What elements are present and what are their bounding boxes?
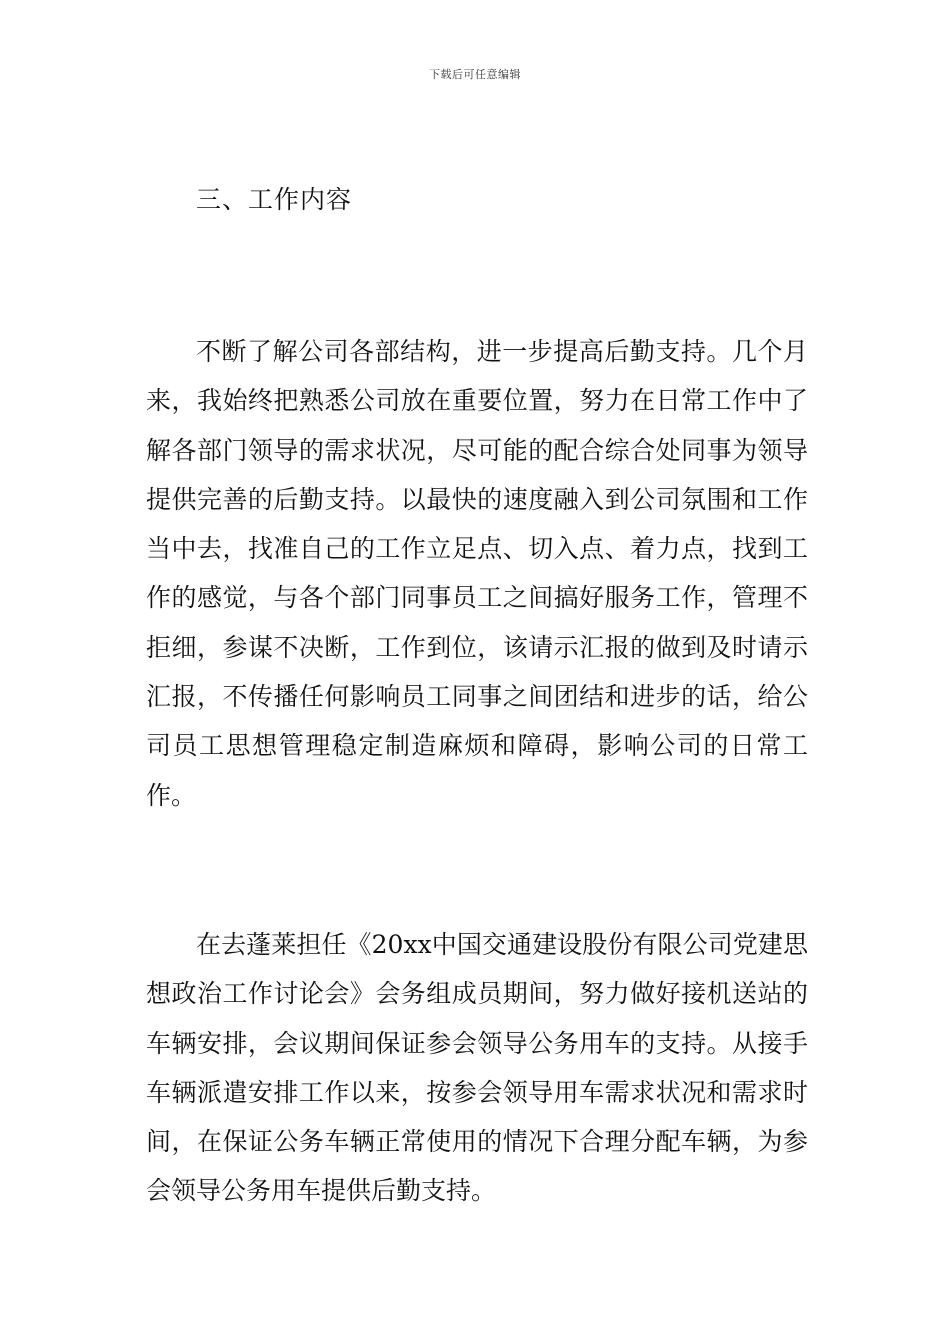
body-paragraph: 在去蓬莱担任《20xx中国交通建设股份有限公司党建思想政治工作讨论会》会务组成员期间，努力做好接机送站的车辆安排，会议期间保证参会领导公务用车的支持。从接手车辆派遣安排工作以来，按参会领导用车需求状况和需求时间，在保证公务车辆正常使用的情况下合理分配车辆，为参会领导公务用车提供后勤支持。 bbox=[146, 930, 808, 1206]
header-note: 下载后可任意编辑 bbox=[429, 68, 521, 81]
body-paragraph: 不断了解公司各部结构，进一步提高后勤支持。几个月来，我始终把熟悉公司放在重要位置，努力在日常工作中了解各部门领导的需求状况，尽可能的配合综合处同事为领导提供完善的后勤支持。以最快的速度融入到公司氛围和工作当中去，找准自己的工作立足点、切入点、着力点，找到工作的感觉，与各个部门同事员工之间搞好服务工作，管理不拒细，参谋不决断，工作到位，该请示汇报的做到及时请示汇报，不传播任何影响员工同事之间团结和进步的话，给公司员工思想管理稳定制造麻烦和障碍，影响公司的日常工作。 bbox=[146, 337, 808, 810]
section-heading: 三、工作内容 bbox=[196, 185, 353, 214]
